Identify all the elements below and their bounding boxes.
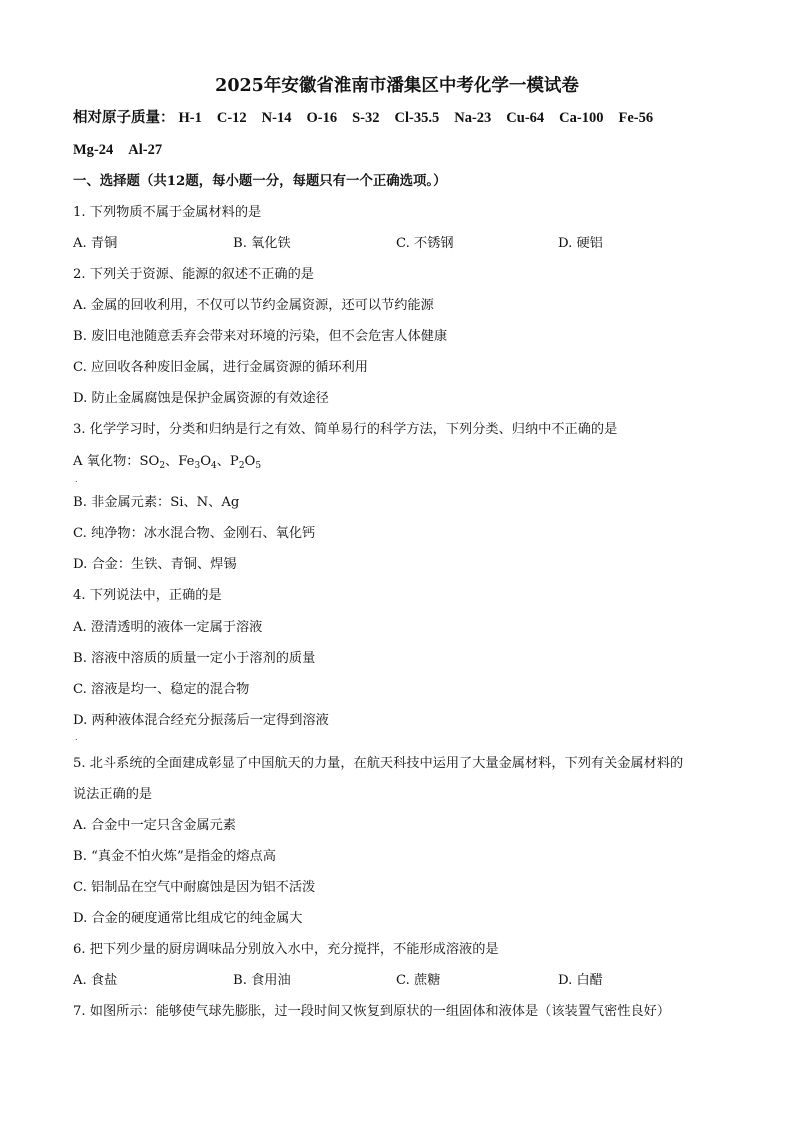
mass-item: S-32 — [352, 110, 380, 126]
q6-option-d: D. 白醋 — [558, 973, 603, 988]
formula-sub: 2 — [159, 461, 166, 471]
question-1-stem: 1. 下列物质不属于金属材料的是 — [73, 205, 262, 220]
q5-option-a: A. 合金中一定只含金属元素 — [73, 818, 236, 833]
question-7-stem: 7. 如图所示：能够使气球先膨胀，过一段时间又恢复到原状的一组固体和液体是（该装置气密性良好） — [73, 1004, 671, 1019]
mass-item: Cu-64 — [506, 110, 545, 126]
mass-item: Al-27 — [128, 142, 163, 158]
question-5-stem: 5. 北斗系统的全面建成彰显了中国航天的力量，在航天科技中运用了大量金属材料，下列有关金属材料的 — [73, 756, 684, 771]
formula-part: 、Fe — [165, 454, 195, 469]
q2-option-d: D. 防止金属腐蚀是保护金属资源的有效途径 — [73, 391, 329, 406]
mass-item: C-12 — [216, 110, 247, 126]
formula-sub: 3 — [194, 461, 201, 471]
formula-sub: 2 — [238, 461, 245, 471]
formula-part: O — [244, 454, 256, 469]
atomic-mass-list — [73, 109, 653, 127]
q4-option-c: C. 溶液是均一、稳定的混合物 — [73, 682, 250, 697]
q4-option-d: D. 两种液体混合经充分振荡后一定得到溶液 — [73, 713, 329, 728]
mass-item: Ca-100 — [559, 110, 604, 126]
atomic-mass-list-2 — [73, 141, 162, 159]
page-title: 2025年安徽省淮南市潘集区中考化学一模试卷 — [215, 76, 579, 96]
question-6-stem: 6. 把下列少量的厨房调味品分别放入水中，充分搅拌，不能形成溶液的是 — [73, 942, 499, 957]
question-3-stem: 3. 化学学习时，分类和归纳是行之有效、简单易行的科学方法，下列分类、归纳中不正确的是 — [73, 422, 618, 437]
formula-part: O — [200, 454, 212, 469]
q6-option-b: B. 食用油 — [233, 973, 291, 988]
q5-option-d: D. 合金的硬度通常比组成它的纯金属大 — [73, 911, 303, 926]
question-4-stem: 4. 下列说法中，正确的是 — [73, 588, 222, 603]
q2-option-b: B. 废旧电池随意丢弃会带来对环境的污染，但不会危害人体健康 — [73, 329, 448, 344]
mass-item: Fe-56 — [618, 110, 654, 126]
formula-part: 、P — [216, 454, 239, 469]
q1-option-a: A. 青铜 — [73, 236, 118, 251]
question-2-stem: 2. 下列关于资源、能源的叙述不正确的是 — [73, 267, 314, 282]
mass-item: Mg-24 — [73, 142, 114, 158]
question-5-stem-cont: 说法正确的是 — [73, 787, 153, 802]
q1-option-c: C. 不锈钢 — [396, 236, 454, 251]
q3-option-b: B. 非金属元素：Si、N、Ag — [73, 495, 240, 510]
formula-sub: 5 — [255, 461, 262, 471]
mass-item: N-14 — [261, 110, 292, 126]
section-heading: 一、选择题（共12题，每小题一分，每题只有一个正确选项。） — [73, 173, 447, 189]
stray-dot: . — [75, 733, 78, 742]
formula-sub: 4 — [211, 461, 217, 471]
q6-option-a: A. 食盐 — [73, 973, 118, 988]
q2-option-a: A. 金属的回收利用，不仅可以节约金属资源，还可以节约能源 — [73, 298, 434, 313]
q4-option-b: B. 溶液中溶质的质量一定小于溶剂的质量 — [73, 651, 316, 666]
mass-item: H-1 — [178, 110, 202, 126]
mass-item: O-16 — [306, 110, 338, 126]
q1-option-b: B. 氧化铁 — [233, 236, 291, 251]
q1-option-d: D. 硬铝 — [558, 236, 603, 251]
q2-option-c: C. 应回收各种废旧金属，进行金属资源的循环利用 — [73, 360, 368, 375]
q3-option-a — [73, 453, 261, 471]
q4-option-a: A. 澄清透明的液体一定属于溶液 — [73, 620, 263, 635]
mass-item: Cl-35.5 — [394, 110, 440, 126]
q5-option-b: B. “真金不怕火炼”是指金的熔点高 — [73, 849, 276, 864]
stray-dot: . — [75, 475, 78, 484]
q5-option-c: C. 铝制品在空气中耐腐蚀是因为铝不活泼 — [73, 880, 316, 895]
mass-item: Na-23 — [454, 110, 492, 126]
q3-option-c: C. 纯净物：冰水混合物、金刚石、氧化钙 — [73, 526, 316, 541]
formula-part: A 氧化物：SO — [73, 454, 160, 469]
atomic-mass-label: 相对原子质量： — [73, 110, 175, 126]
q3-option-d: D. 合金：生铁、青铜、焊锡 — [73, 557, 237, 572]
q6-option-c: C. 蔗糖 — [396, 973, 441, 988]
